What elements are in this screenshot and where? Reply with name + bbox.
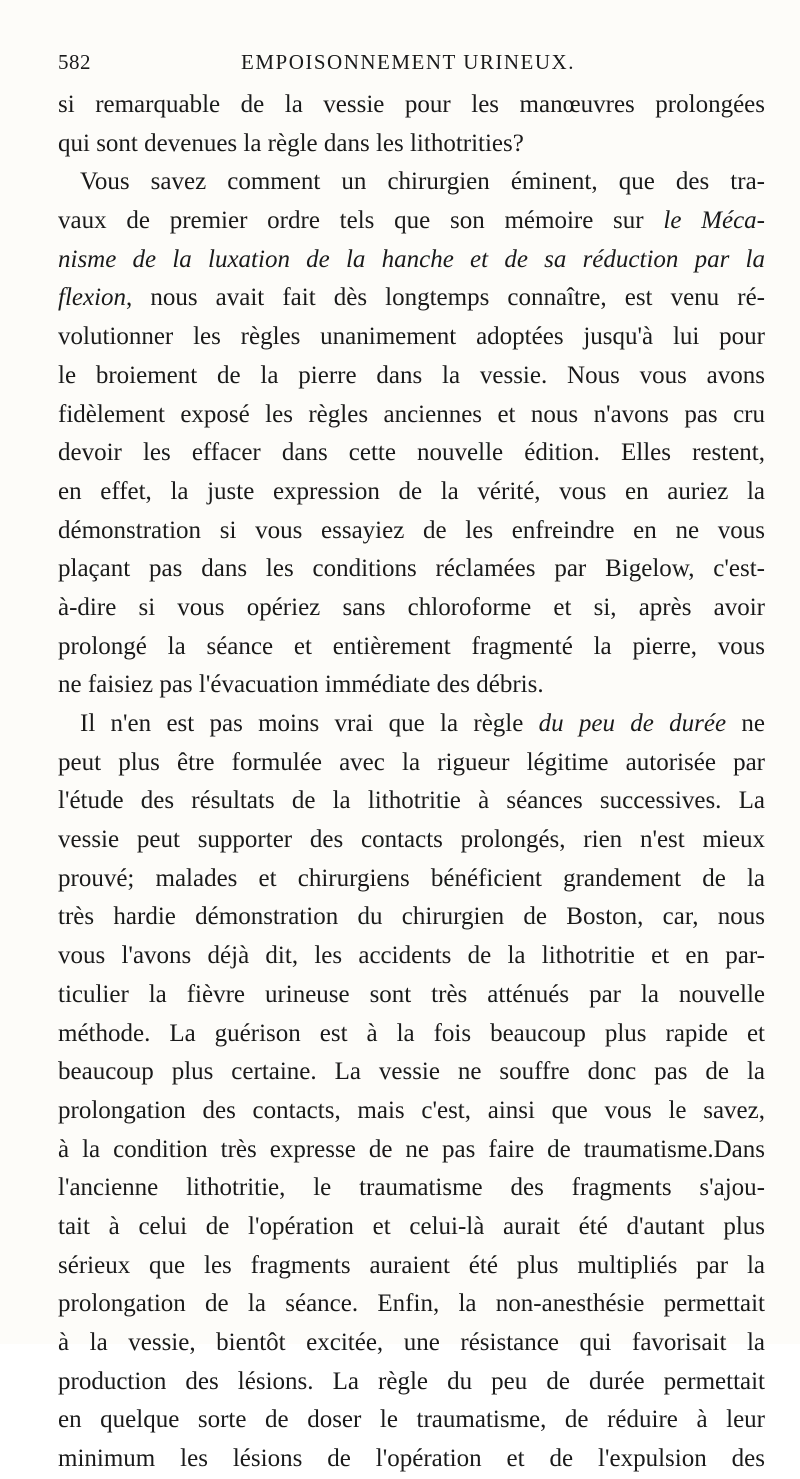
text-run: en effet, la juste expression de la vérité, vous en auriez la [58,477,765,505]
text-run: Vous savez comment un chirurgien éminent, que des tra- [80,168,765,196]
text-line [58,434,765,473]
text-run: qui sont devenues la règle dans les lithotrities? [58,129,524,157]
text-run: ne [726,710,765,737]
text-run: devoir les effacer dans cette nouvelle édition. Elles restent, [58,439,765,467]
text-run: plaçant pas dans les conditions réclamées par Bigelow, c'est- [58,555,765,583]
text-line [58,1285,765,1324]
text-run: prolongé la séance et entièrement fragmenté la pierre, vous [58,632,765,660]
text-line [58,241,765,280]
text-line [58,163,765,202]
text-run: prouvé; malades et chirurgiens bénéficient grandement de la [58,864,765,892]
text-run: vaux de premier ordre tels que son mémoire sur [58,207,664,235]
text-run: le broiement de la pierre dans la vessie. Nous vous avons [58,361,765,389]
text-line [58,976,765,1015]
text-line [58,1015,765,1054]
text-line [58,744,765,783]
body-text [58,86,765,1479]
text-line [58,860,765,899]
italic-text: flexion [58,284,127,312]
text-line [58,666,765,705]
text-run: l'ancienne lithotritie, le traumatisme des fragments s'ajou- [58,1174,765,1202]
italic-text: nisme de la luxation de la hanche et de sa réduction par la [58,245,765,273]
page-number: 582 [58,50,91,74]
text-line [58,1363,765,1402]
text-run: prolongation des contacts, mais c'est, ainsi que vous le savez, [58,1096,765,1124]
text-line [58,1401,765,1440]
text-run: vessie peut supporter des contacts prolongés, rien n'est mieux [58,826,765,854]
text-line [58,1440,765,1479]
text-run: beaucoup plus certaine. La vessie ne souffre donc pas de la [58,1058,765,1086]
text-run: minimum les lésions de l'opération et de l'expulsion des [58,1445,765,1473]
text-line [58,1169,765,1208]
text-run: en quelque sorte de doser le traumatisme, de réduire à leur [58,1406,765,1434]
text-line [58,898,765,937]
text-run: tait à celui de l'opération et celui-là aurait été d'autant plus [58,1212,765,1240]
page-header [58,50,758,80]
text-line [58,202,765,241]
text-line [58,1208,765,1247]
text-line [58,782,765,821]
text-line [58,396,765,435]
text-line [58,1247,765,1286]
text-run: à-dire si vous opériez sans chloroforme et si, après avoir [58,593,765,621]
text-run: Il n'en est pas moins vrai que la règle [80,710,539,737]
text-line [58,1324,765,1363]
italic-text: du peu de durée [538,710,727,737]
text-run: fidèlement exposé les règles anciennes et nous n'avons pas cru [58,400,765,428]
text-line [58,821,765,860]
text-run: sérieux que les fragments auraient été plus multipliés par la [58,1251,765,1279]
text-line [58,357,765,396]
text-run: volutionner les règles unanimement adoptées jusqu'à lui pour [58,323,765,351]
text-run: à la condition très expresse de ne pas faire de traumatisme.Dans [58,1135,765,1163]
text-run: vous l'avons déjà dit, les accidents de la lithotritie et en par- [58,942,765,970]
text-line [58,1092,765,1131]
text-run: très hardie démonstration du chirurgien de Boston, car, nous [58,903,765,931]
text-line [58,705,765,744]
text-line [58,1131,765,1170]
text-run: production des lésions. La règle du peu de durée permettait [58,1367,765,1395]
text-line [58,279,765,318]
running-head: EMPOISONNEMENT URINEUX. [241,50,575,74]
text-line [58,589,765,628]
text-run: à la vessie, bientôt excitée, une résistance qui favorisait la [58,1329,765,1356]
italic-text: le Méca- [663,207,766,235]
text-line [58,86,765,125]
text-line [58,550,765,589]
text-line [58,628,765,667]
text-line [58,512,765,551]
text-run: peut plus être formulée avec la rigueur légitime autorisée par [58,748,765,776]
text-run: ticulier la fièvre urineuse sont très atténués par la nouvelle [58,980,765,1008]
text-run: démonstration si vous essayiez de les enfreindre en ne vous [58,516,765,544]
text-line [58,125,765,164]
text-run: ne faisiez pas l'évacuation immédiate des débris. [58,671,544,699]
text-run: , nous avait fait dès longtemps connaître, est venu ré- [126,284,765,312]
text-run: l'étude des résultats de la lithotritie à séances successives. La [58,787,765,815]
text-run: prolongation de la séance. Enfin, la non-anesthésie permettait [58,1290,765,1318]
text-line [58,937,765,976]
text-run: si remarquable de la vessie pour les manœuvres prolongées [58,91,765,118]
text-run: méthode. La guérison est à la fois beaucoup plus rapide et [58,1019,765,1047]
text-line [58,1053,765,1092]
text-line [58,318,765,357]
text-line [58,473,765,512]
